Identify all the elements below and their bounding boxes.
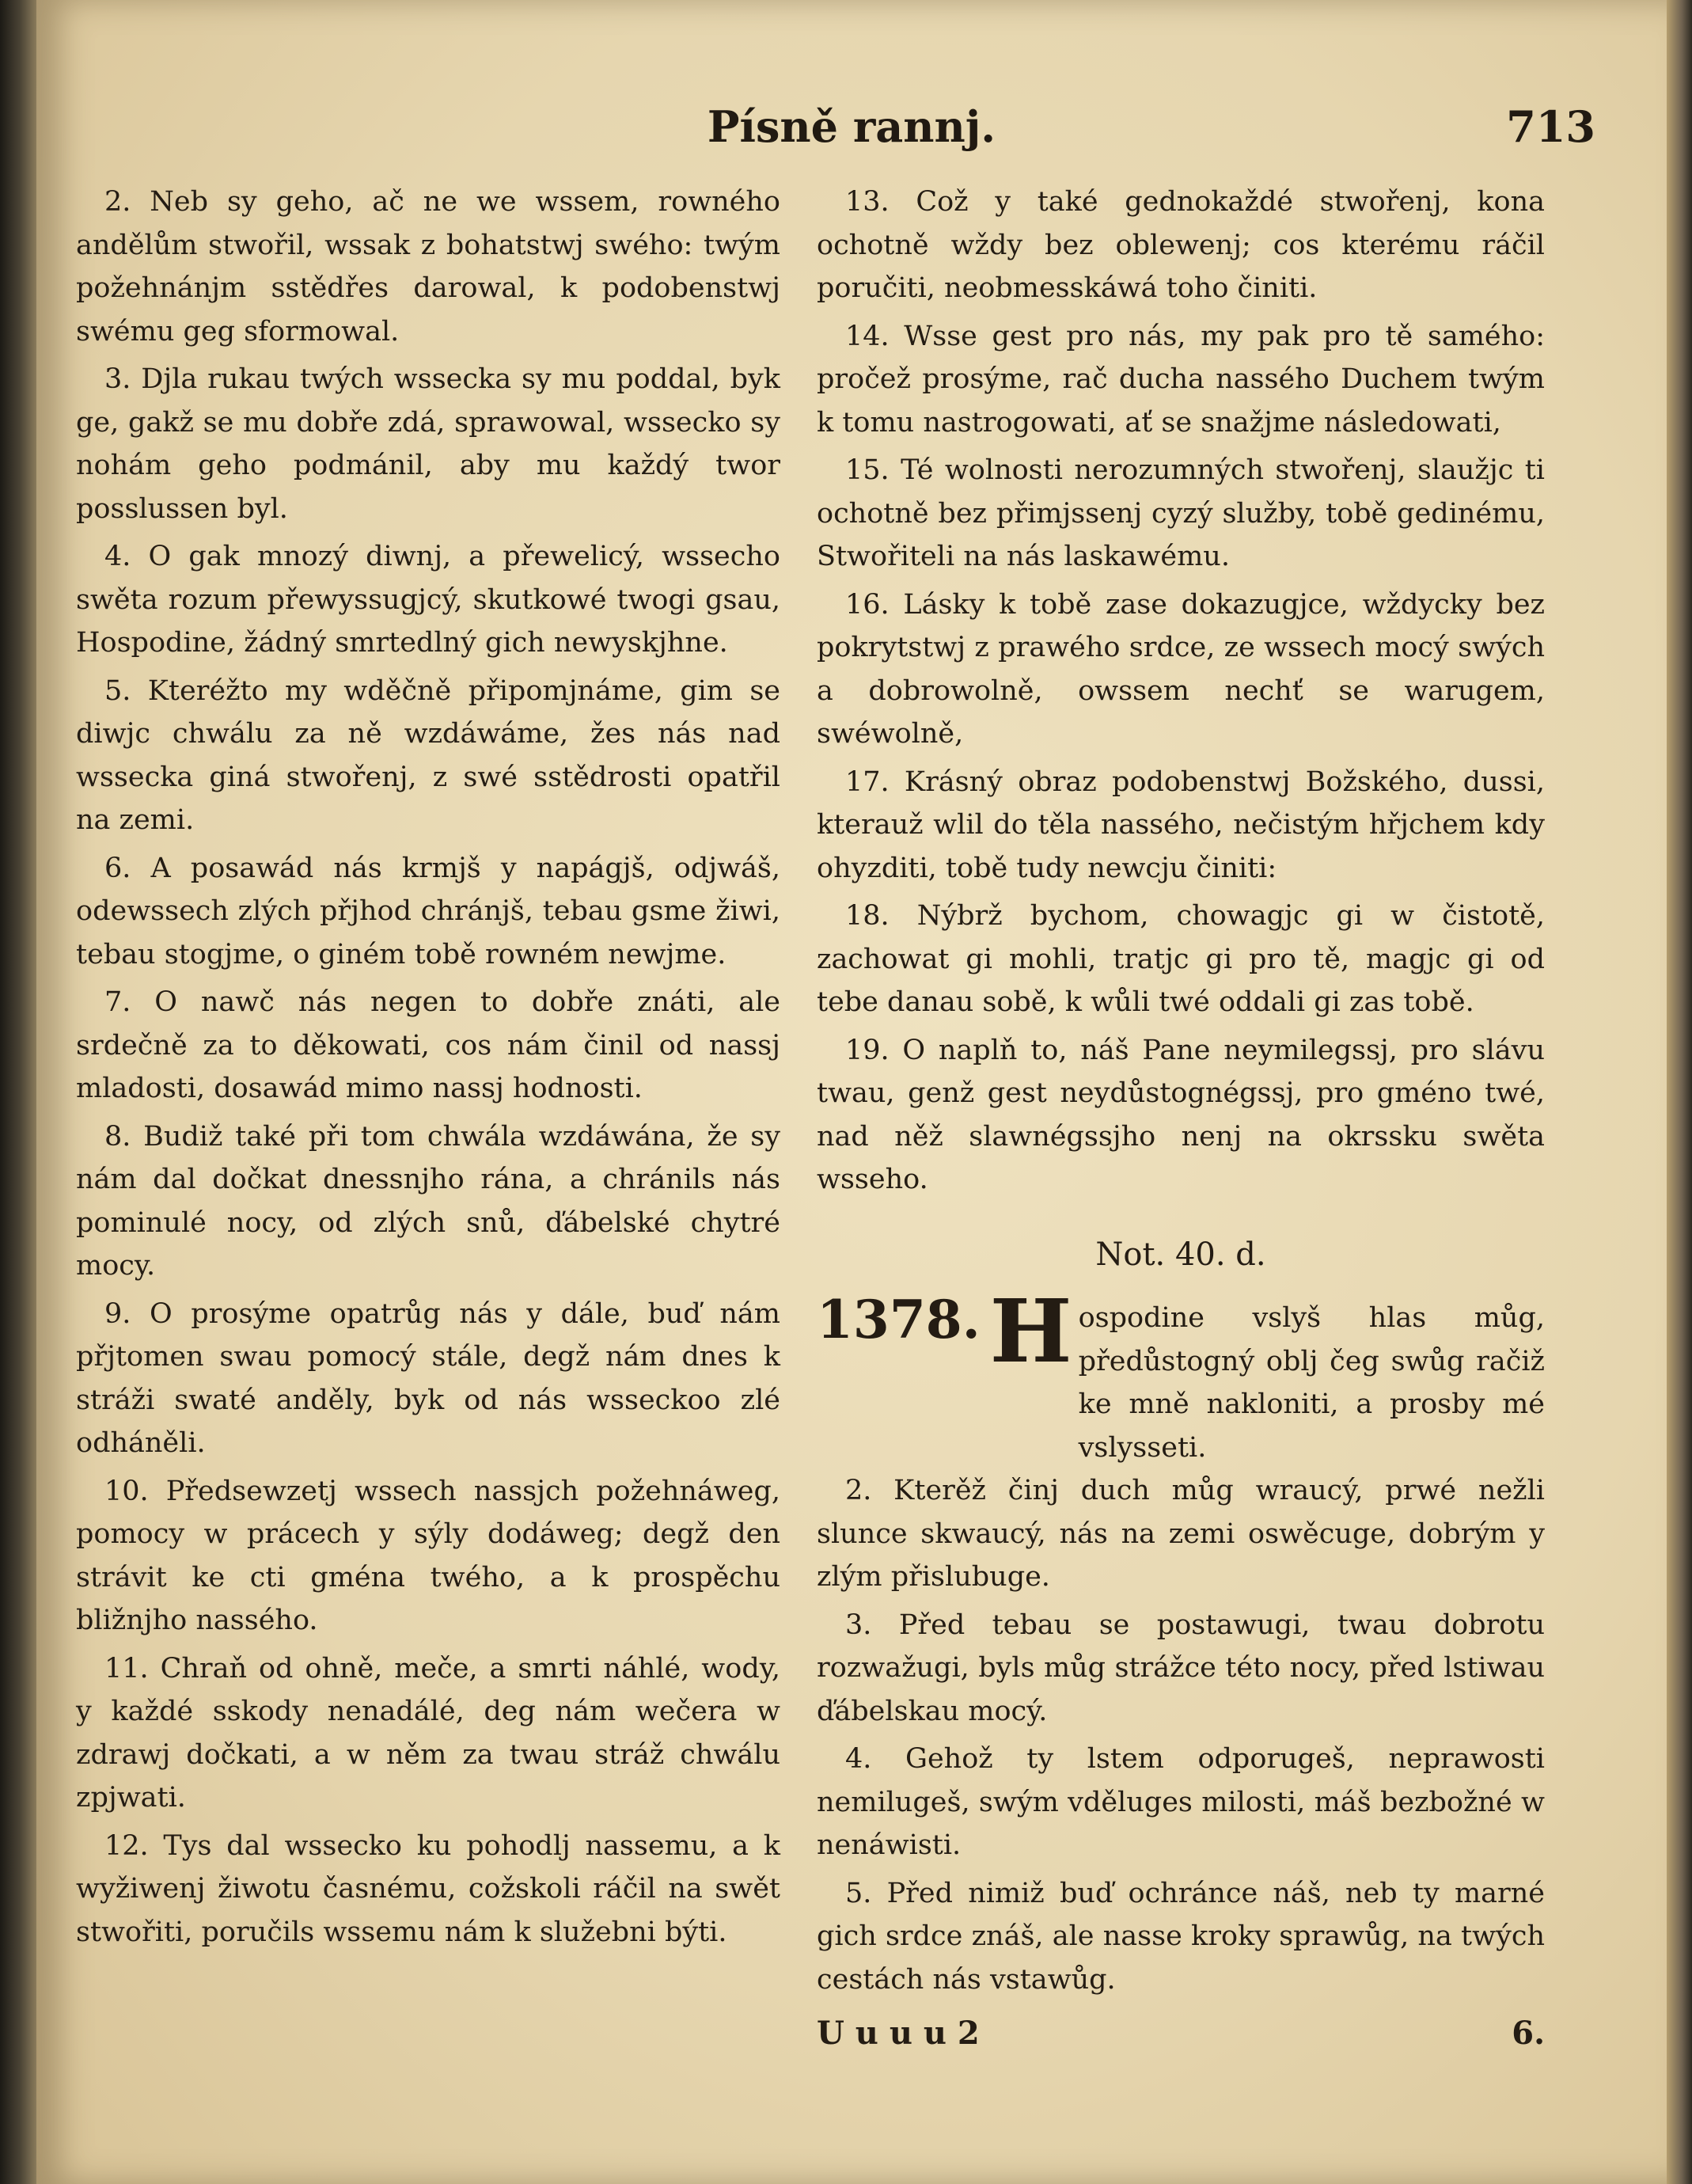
book-page <box>36 0 1667 2184</box>
right-column <box>817 180 1545 2056</box>
book-spine <box>0 0 36 2184</box>
verse: 16. Lásky k tobě zase dokazugjce, wždycky bez pokrytstwj z prawého srdce, ze wssech mocý swých a dobrowolně, owssem nechť se warugem, swéwolně, <box>817 588 1545 750</box>
verse: 11. Chraň od ohně, meče, a smrti náhlé, wody, y každé sskody nenadálé, deg nám wečera w zdrawj dočkati, a w něm za twau stráž chwálu zpjwati. <box>76 1652 780 1814</box>
page-footer <box>817 2012 1545 2056</box>
verse: 4. Gehož ty lstem odporugeš, neprawosti nemilugeš, swým vděluges milosti, máš bezbožné w nenáwisti. <box>817 1743 1545 1861</box>
verse: 5. Před nimiž buď ochránce náš, neb ty marné gich srdce znáš, ale nasse kroky sprawůg, na twých cestách nás vstawůg. <box>817 1877 1545 1996</box>
verse: 15. Té wolnosti nerozumných stwořenj, slaužjc ti ochotně bez přimjssenj cyzý služby, tobě gedinému, Stwořiteli na nás laskawému. <box>817 454 1545 572</box>
hymn-number: 1378. <box>817 1289 981 1350</box>
page-edge <box>1667 0 1692 2184</box>
verse: 5. Kteréžto my wděčně připomjnáme, gim se diwjc chwálu za ně wzdáwáme, žes nás nad wssecka giná stwořenj, z swé sstědrosti opatřil na zemi. <box>76 674 780 836</box>
catchword: 6. <box>1512 2015 1545 2052</box>
verse: 17. Krásný obraz podobenstwj Božského, dussi, kterauž wlil do těla nassého, nečistým hřjchem kdy ohyzditi, tobě tudy newcju činiti: <box>817 765 1545 884</box>
verse: 12. Tys dal wssecko ku pohodlj nassemu, a k wyžiwenj žiwotu časnému, cožskoli ráčil na swět stwořiti, poručils wssemu nám k služebni býti. <box>76 1829 780 1948</box>
verse: 19. O naplň to, náš Pane neymilegssj, pro slávu twau, genž gest neydůstognégssj, pro gméno twé, nad něž slawnégssjho nenj na okrssku swěta wsseho. <box>817 1034 1545 1195</box>
verse: 13. Což y také gednokaždé stwořenj, kona ochotně wždy bez oblewenj; cos kterému ráčil poručiti, neobmesskáwá toho činiti. <box>817 186 1545 304</box>
verse: 14. Wsse gest pro nás, my pak pro tě samého: pročež prosýme, rač ducha nassého Duchem twým k tomu nastrogowati, ať se snažjme následowati, <box>817 320 1545 439</box>
verse: 6. A posawád nás krmjš y napágjš, odjwáš, odewssech zlých přjhod chránjš, tebau gsme žiwi, tebau stogjme, o giném tobě rowném newjme. <box>76 852 780 970</box>
drop-capital: H <box>989 1280 1072 1382</box>
hymn-heading <box>817 1280 1545 1469</box>
verse: 10. Předsewzetj wssech nassjch požehnáweg, pomocy w prácech y sýly dodáweg; degž den strávit ke cti gména twého, a k prospěchu bližnjho nassého. <box>76 1475 780 1636</box>
verse: 3. Před tebau se postawugi, twau dobrotu rozwažugi, byls můg strážce této nocy, před lstiwau ďábelskau mocý. <box>817 1609 1545 1727</box>
page-number: 713 <box>1506 101 1595 152</box>
verse: 3. Djla rukau twých wssecka sy mu poddal, byk ge, gakž se mu dobře zdá, sprawowal, wssecko sy nohám geho podmánil, aby mu každý twor posslussen byl. <box>76 363 780 525</box>
verse: 18. Nýbrž bychom, chowagjc gi w čistotě, zachowat gi mohli, tratjc gi pro tě, magjc gi od tebe danau sobě, k wůli twé oddali gi zas tobě. <box>817 900 1545 1018</box>
verse: 2. Neb sy geho, ač ne we wssem, rowného andělům stwořil, wssak z bohatstwj swého: twým požehnánjm sstědřes darowal, k podobenstwj swému geg sformowal. <box>76 186 780 348</box>
verse: 4. O gak mnozý diwnj, a přewelicý, wssecho swěta rozum přewyssugjcý, skutkowé twogi gsau, Hospodine, žádný smrtedlný gich newyskjhne. <box>76 541 780 659</box>
verse: 8. Budiž také při tom chwála wzdáwána, že sy nám dal dočkat dnessnjho rána, a chránils nás pominulé nocy, od zlých snů, ďábelské chytré mocy. <box>76 1120 780 1282</box>
hymn-first-verse: ospodine vslyš hlas můg, předůstogný oblj čeg swůg račiž ke mně nakloniti, a prosby mé vslysseti. <box>1078 1302 1545 1464</box>
verse: 2. Kterěž činj duch můg wraucý, prwé nežli slunce skwaucý, nás na zemi oswěcuge, dobrým y zlým přislubuge. <box>817 1475 1545 1593</box>
melody-reference: Not. 40. d. <box>1095 1236 1266 1273</box>
verse: 9. O prosýme opatrůg nás y dále, buď nám přjtomen swau pomocý stále, degž nám dnes k stráži swaté anděly, byk od nás wsseckoo zlé odháněli. <box>76 1297 780 1459</box>
left-column <box>76 180 780 1958</box>
verse: 7. O nawč nás negen to dobře znáti, ale srdečně za to děkowati, cos nám činil od nassj mladosti, dosawád mimo nassj hodnosti. <box>76 986 780 1104</box>
signature-mark: U u u u 2 <box>817 2015 980 2052</box>
running-title: Písně rannj. <box>707 101 996 152</box>
